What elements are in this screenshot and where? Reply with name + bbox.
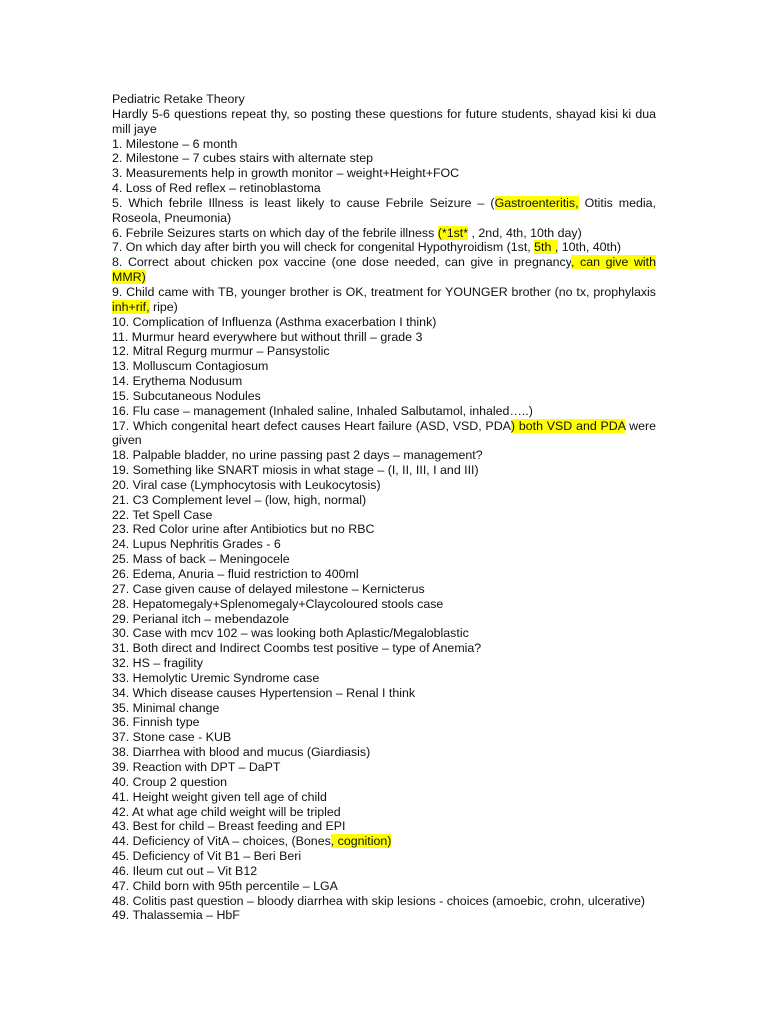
question-45: 45. Deficiency of Vit B1 – Beri Beri — [112, 849, 302, 864]
question-41: 41. Height weight given tell age of child — [112, 789, 327, 804]
question-2: 2. Milestone – 7 cubes stairs with alternate step — [112, 151, 374, 166]
question-8-highlight: , can give with — [571, 255, 657, 270]
question-14: 14. Erythema Nodusum — [112, 374, 243, 389]
question-17-text-end: were — [625, 418, 656, 433]
question-6-text-end: , 2nd, 4th, 10th day) — [468, 225, 582, 240]
question-8-text: 8. Correct about chicken pox vaccine (one dose needed, can give in pregnancy — [112, 255, 571, 270]
question-3: 3. Measurements help in growth monitor – weight+Height+FOC — [112, 166, 460, 181]
question-26: 26. Edema, Anuria – fluid restriction to 400ml — [112, 567, 359, 581]
question-9-continued — [112, 300, 656, 315]
question-7-highlight: 5th , — [534, 240, 559, 255]
question-20: 20. Viral case (Lymphocytosis with Leukocytosis) — [112, 477, 381, 492]
question-13: 13. Molluscum Contagiosum — [112, 359, 269, 374]
question-38: 38. Diarrhea with blood and mucus (Giardiasis) — [112, 745, 371, 760]
question-35: 35. Minimal change — [112, 700, 220, 715]
question-7-text: 7. On which day after birth you will check for congenital Hypothyroidism (1st, — [112, 240, 535, 255]
question-7-text-end: 10th, 40th) — [558, 240, 621, 255]
question-11: 11. Murmur heard everywhere but without thrill – grade 3 — [112, 329, 423, 344]
question-17-text: 17. Which congenital heart defect causes Heart failure (ASD, VSD, PDA — [112, 418, 511, 433]
question-27: 27. Case given cause of delayed milestone – Kernicterus — [112, 581, 425, 596]
question-15: 15. Subcutaneous Nodules — [112, 388, 261, 403]
question-30: 30. Case with mcv 102 – was looking both Aplastic/Megaloblastic — [112, 626, 469, 641]
question-29: 29. Perianal itch – mebendazole — [112, 611, 290, 626]
question-17-highlight: ) both VSD and PDA — [510, 418, 626, 433]
intro-line-1: Hardly 5-6 questions repeat thy, so posting these questions for future students, shayad kisi ki dua — [112, 106, 656, 121]
question-47: 47. Child born with 95th percentile – LGA — [112, 878, 338, 893]
question-36: 36. Finnish type — [112, 715, 200, 730]
question-17 — [112, 419, 656, 434]
question-39: 39. Reaction with DPT – DaPT — [112, 759, 281, 774]
question-12: 12. Mitral Regurg murmur – Pansystolic — [112, 344, 330, 359]
question-49: 49. Thalassemia – HbF — [112, 908, 240, 923]
question-37: 37. Stone case - KUB — [112, 730, 232, 745]
question-42: 42. At what age child weight will be tripled — [112, 804, 341, 819]
question-44-highlight: , cognition) — [330, 834, 392, 849]
question-28: 28. Hepatomegaly+Splenomegaly+Claycoloured stools case — [112, 596, 444, 611]
question-9: 9. Child came with TB, younger brother is OK, treatment for YOUNGER brother (no tx, prophylaxis — [112, 284, 656, 299]
question-8-highlight-end: MMR) — [112, 270, 146, 285]
question-16: 16. Flu case – management (Inhaled saline, Inhaled Salbutamol, inhaled…..) — [112, 403, 533, 418]
question-48: 48. Colitis past question – bloody diarrhea with skip lesions - choices (amoebic, crohn, ulcerative) — [112, 893, 646, 908]
question-5-text-end: Otitis media, — [578, 195, 656, 210]
question-44 — [112, 834, 656, 849]
document-page — [112, 92, 656, 923]
question-31: 31. Both direct and Indirect Coombs test positive – type of Anemia? — [112, 641, 482, 656]
question-43: 43. Best for child – Breast feeding and EPI — [112, 819, 346, 834]
question-4: 4. Loss of Red reflex – retinoblastoma — [112, 181, 321, 196]
question-1: 1. Milestone – 6 month — [112, 136, 238, 151]
question-17-continued: given — [112, 433, 142, 448]
question-5 — [112, 196, 656, 211]
question-21: 21. C3 Complement level – (low, high, normal) — [112, 492, 367, 507]
question-8 — [112, 255, 656, 270]
question-44-text: 44. Deficiency of VitA – choices, (Bones — [112, 834, 331, 849]
question-24: 24. Lupus Nephritis Grades - 6 — [112, 537, 281, 552]
question-23: 23. Red Color urine after Antibiotics but no RBC — [112, 522, 375, 537]
question-32: 32. HS – fragility — [112, 656, 203, 671]
intro-line-2: mill jaye — [112, 121, 157, 136]
question-6 — [112, 226, 656, 241]
question-9-text-end: ripe) — [149, 299, 178, 314]
question-6-text: 6. Febrile Seizures starts on which day of the febrile illness — [112, 225, 438, 240]
question-10: 10. Complication of Influenza (Asthma exacerbation I think) — [112, 314, 437, 329]
question-9-highlight: inh+rif, — [112, 299, 150, 314]
question-19: 19. Something like SNART miosis in what stage – (I, II, III, I and III) — [112, 463, 479, 478]
question-25: 25. Mass of back – Meningocele — [112, 552, 290, 567]
document-title: Pediatric Retake Theory — [112, 92, 245, 106]
question-46: 46. Ileum cut out – Vit B12 — [112, 863, 258, 878]
question-5-continued: Roseola, Pneumonia) — [112, 210, 232, 225]
question-7 — [112, 240, 656, 255]
question-5-text: 5. Which febrile Illness is least likely to cause Febrile Seizure – ( — [112, 195, 495, 210]
question-33: 33. Hemolytic Uremic Syndrome case — [112, 670, 320, 685]
question-34: 34. Which disease causes Hypertension – Renal I think — [112, 685, 416, 700]
question-22: 22. Tet Spell Case — [112, 507, 213, 522]
question-40: 40. Croup 2 question — [112, 774, 228, 789]
question-8-continued — [112, 270, 656, 285]
question-5-highlight: Gastroenteritis, — [494, 195, 579, 210]
question-6-highlight: (*1st* — [437, 225, 469, 240]
question-18: 18. Palpable bladder, no urine passing past 2 days – management? — [112, 448, 483, 463]
